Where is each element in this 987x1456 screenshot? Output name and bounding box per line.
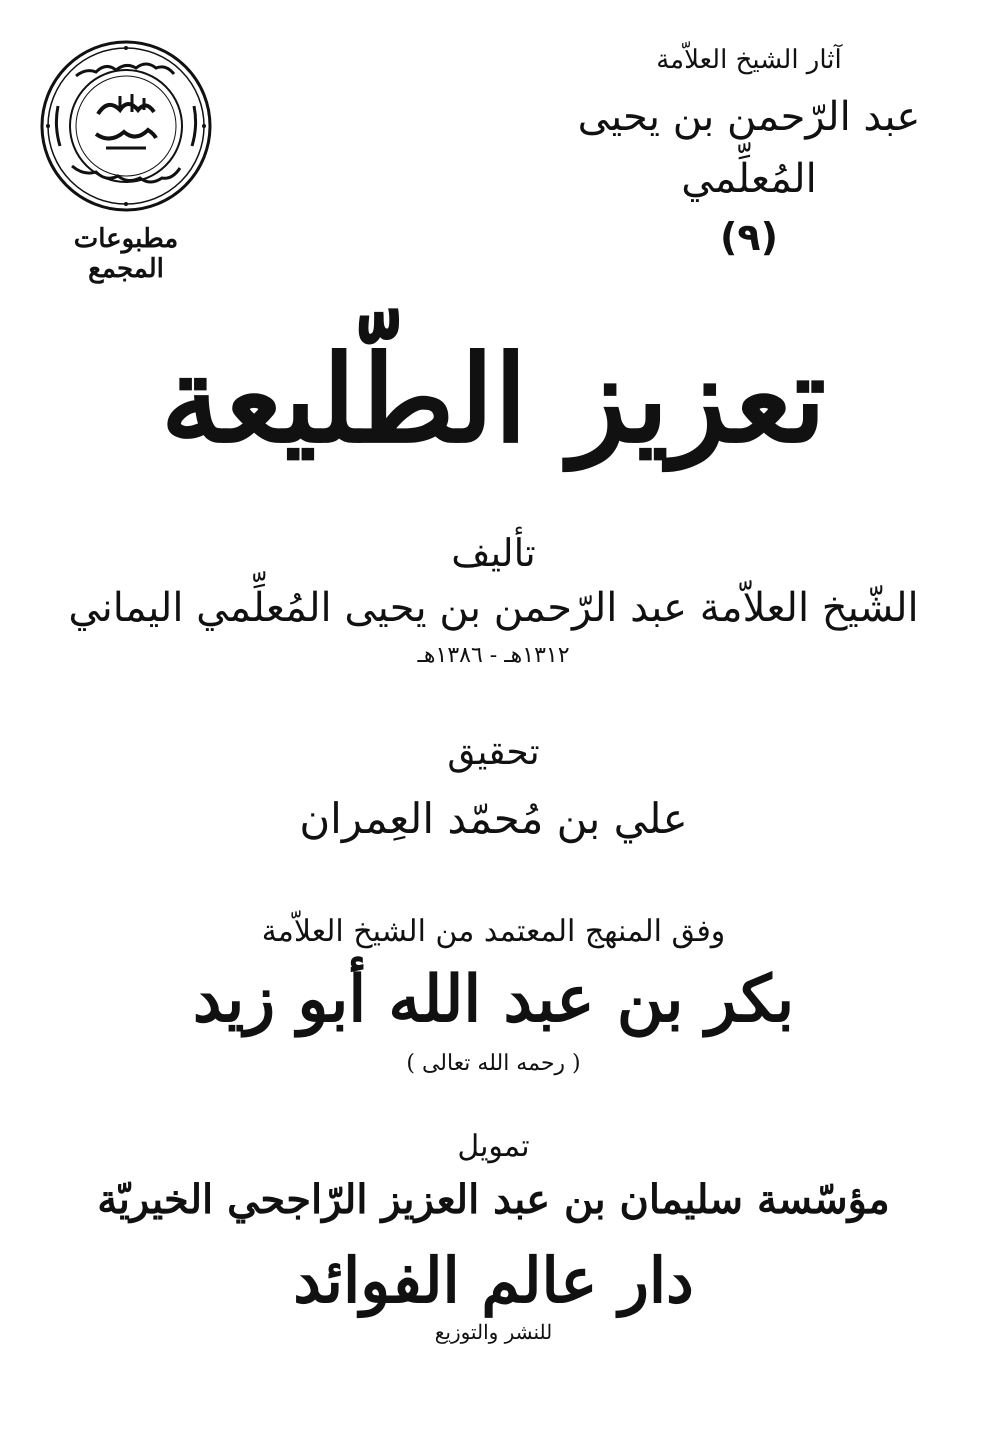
- series-header: [539, 40, 959, 264]
- series-volume-number: (٩): [720, 215, 778, 259]
- author-label: تأليف: [451, 531, 536, 575]
- series-title: آثار الشيخ العلاّمة: [656, 45, 842, 75]
- funding-label: تمويل: [457, 1129, 530, 1164]
- author-name: الشّيخ العلاّمة عبد الرّحمن بن يحيى المُعلِّمي اليماني: [68, 585, 919, 631]
- method-note: ( رحمه الله تعالى ): [406, 1051, 581, 1076]
- publisher-subtitle: للنشر والتوزيع: [434, 1320, 553, 1344]
- editor-name: علي بن مُحمّد العِمران: [299, 794, 688, 843]
- publisher-name: دار عالم الفوائد: [293, 1244, 694, 1317]
- series-author: عبد الرّحمن بن يحيى المُعلِّمي: [577, 94, 921, 202]
- seal-caption: مطبوعات المجمع: [73, 224, 179, 284]
- author-dates: ١٣١٢هـ - ١٣٨٦هـ: [417, 643, 570, 668]
- book-title: تعزيز الطّليعة: [160, 329, 827, 470]
- method-scholar-name: بكر بن عبد الله أبو زيد: [192, 962, 795, 1037]
- method-label: وفق المنهج المعتمد من الشيخ العلاّمة: [261, 914, 726, 949]
- editor-label: تحقيق: [447, 732, 540, 773]
- academy-seal: [36, 36, 216, 284]
- seal-emblem-icon: [36, 36, 216, 216]
- funding-organization: مؤسّسة سليمان بن عبد العزيز الرّاجحي الخيريّة: [97, 1176, 890, 1223]
